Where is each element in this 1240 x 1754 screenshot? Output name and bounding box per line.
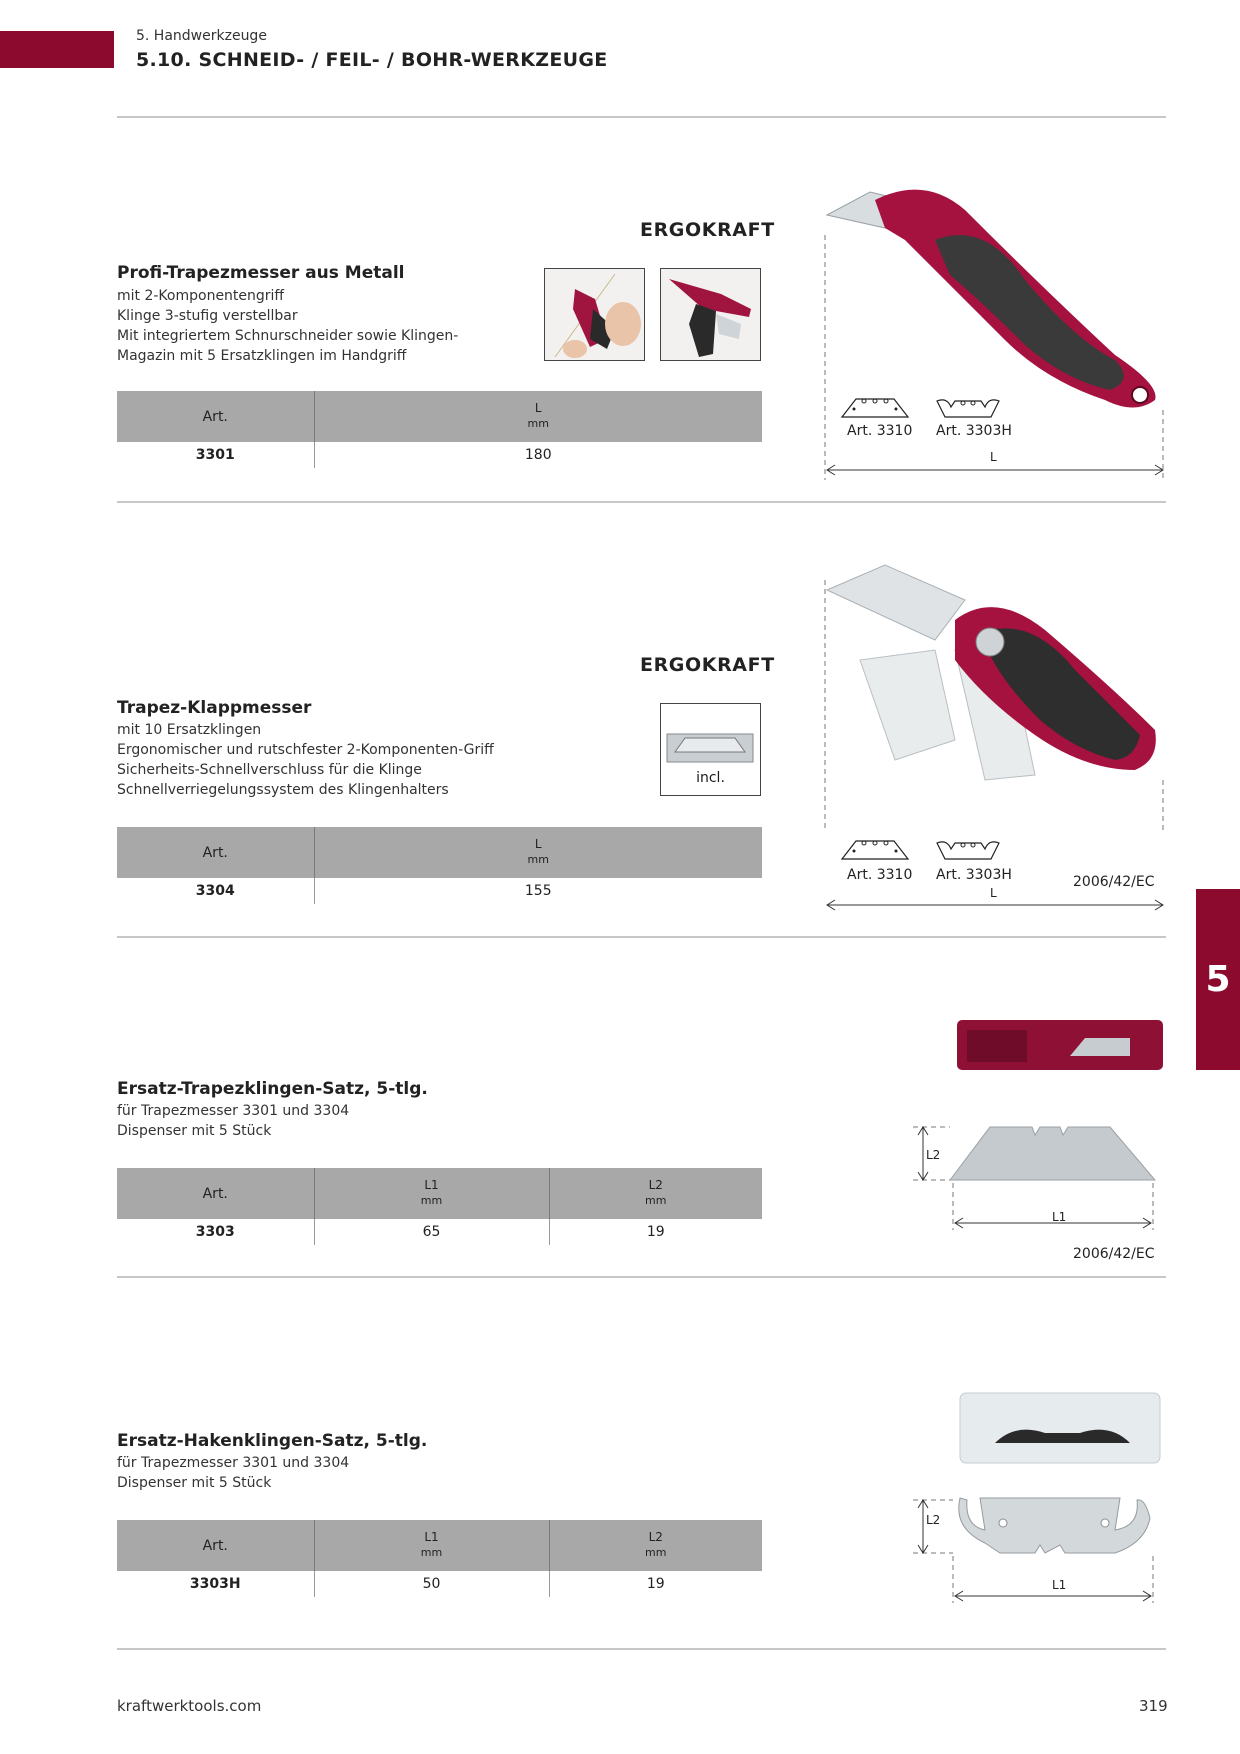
table-header-row [117,827,762,878]
description-line: Dispenser mit 5 Stück [117,1123,272,1139]
blade-label: Art. 3310 [847,423,913,439]
description-line: für Trapezmesser 3301 und 3304 [117,1103,350,1119]
spec-table [117,1520,762,1597]
brand-logo: ERGOKRAFT [640,654,775,676]
description-line: Magazin mit 5 Ersatzklingen im Handgriff [117,348,407,364]
section-title: 5.10. SCHNEID- / FEIL- / BOHR-WERKZEUGE [136,49,608,71]
product-detail-image [544,268,645,361]
trapezoid-blade-icon [840,395,910,421]
description-line: Sicherheits-Schnellverschluss für die Klinge [117,762,422,778]
table-cell: 50 [314,1571,549,1597]
table-header-row [117,1168,762,1219]
description-line: Dispenser mit 5 Stück [117,1475,272,1491]
norm-label: 2006/42/EC [1073,1246,1155,1262]
table-cell: 3303H [189,1576,241,1592]
product-title: Ersatz-Trapezklingen-Satz, 5-tlg. [117,1079,428,1099]
spec-table [117,827,762,904]
table-cell: 180 [314,442,762,468]
description-line: Mit integriertem Schnurschneider sowie Klingen- [117,328,459,344]
description-line: Klinge 3-stufig verstellbar [117,308,298,324]
description-line: Schnellverriegelungssystem des Klingenhalters [117,782,449,798]
product-description [117,1453,349,1493]
product-description [117,1101,349,1141]
hook-blade-icon [933,395,1003,421]
divider [117,116,1166,118]
product-title: Profi-Trapezmesser aus Metall [117,263,405,283]
table-row [117,1219,762,1245]
column-header: L mm [314,391,762,442]
table-cell: 3303 [195,1224,235,1240]
column-header: Art. [117,1520,314,1571]
header-color-tab [0,31,114,68]
blade-label: Art. 3303H [936,867,1012,883]
trapezoid-blade-image [905,1115,1165,1240]
column-header: L2 mm [549,1168,762,1219]
hook-blade-dispenser-image [905,1388,1165,1468]
table-row [117,1571,762,1597]
column-header: L mm [314,827,762,878]
dimension-label: L1 [1052,1578,1067,1592]
table-cell: 19 [549,1571,762,1597]
description-line: Ergonomischer und rutschfester 2-Komponenten-Griff [117,742,494,758]
brand-logo: ERGOKRAFT [640,219,775,241]
blade-label: Art. 3310 [847,867,913,883]
table-row [117,878,762,904]
table-cell: 3301 [195,447,235,463]
included-label: incl. [696,770,725,786]
divider [117,1648,1166,1650]
dimension-label: L2 [926,1148,941,1162]
product-title: Trapez-Klappmesser [117,698,312,718]
divider [117,501,1166,503]
product-description [117,720,494,800]
table-cell: 65 [314,1219,549,1245]
product-description [117,286,458,366]
hook-blade-image [905,1488,1165,1613]
table-row [117,442,762,468]
table-cell: 3304 [195,883,235,899]
dimension-label: L [990,886,997,900]
column-header: Art. [117,391,314,442]
norm-label: 2006/42/EC [1073,874,1155,890]
blade-label: Art. 3303H [936,423,1012,439]
table-cell: 19 [549,1219,762,1245]
dimension-arrow [825,896,1165,916]
trapezoid-blade-icon [840,837,910,863]
chapter-tab: 5 [1196,889,1240,1070]
column-header: L1 mm [314,1168,549,1219]
table-header-row [117,391,762,442]
dimension-arrow [825,461,1165,481]
chapter-label: 5. Handwerkzeuge [136,28,267,44]
website-link[interactable]: kraftwerktools.com [117,1697,262,1715]
dimension-label: L [990,450,997,464]
spec-table [117,1168,762,1245]
divider [117,936,1166,938]
description-line: mit 2-Komponentengriff [117,288,285,304]
product-title: Ersatz-Hakenklingen-Satz, 5-tlg. [117,1431,428,1451]
column-header: L2 mm [549,1520,762,1571]
folding-knife-image [815,560,1175,830]
included-blades-image [660,703,761,796]
spec-table [117,391,762,468]
description-line: für Trapezmesser 3301 und 3304 [117,1455,350,1471]
page-number: 319 [1139,1697,1168,1715]
column-header: L1 mm [314,1520,549,1571]
dimension-label: L1 [1052,1210,1067,1224]
divider [117,1276,1166,1278]
description-line: mit 10 Ersatzklingen [117,722,262,738]
table-cell: 155 [314,878,762,904]
product-detail-image [660,268,761,361]
hook-blade-icon [933,837,1003,863]
column-header: Art. [117,1168,314,1219]
dimension-label: L2 [926,1513,941,1527]
column-header: Art. [117,827,314,878]
table-header-row [117,1520,762,1571]
